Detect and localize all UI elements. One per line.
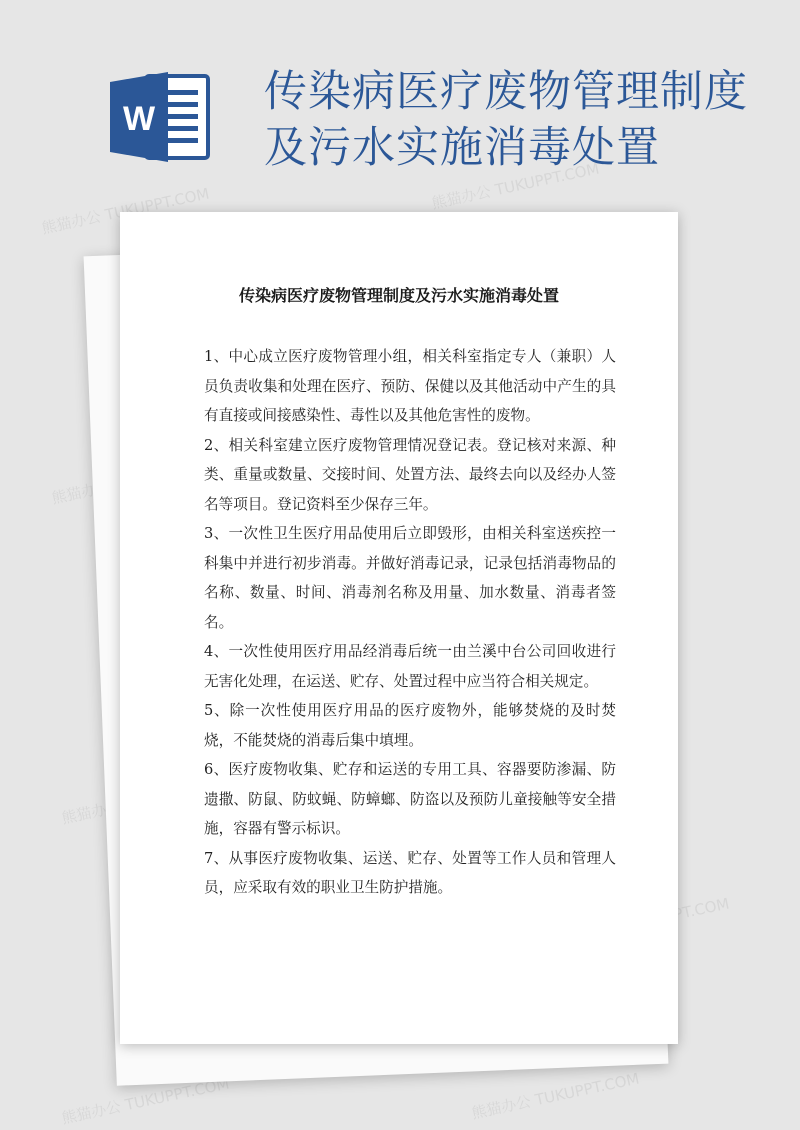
paragraph-2: 2、相关科室建立医疗废物管理情况登记表。登记核对来源、种类、重量或数量、交接时间、处置方法、最终去向以及经办人签名等项目。登记资料至少保存三年。 — [204, 436, 616, 513]
document-page — [120, 212, 678, 1044]
paragraph-6: 6、医疗废物收集、贮存和运送的专用工具、容器要防渗漏、防遗撒、防鼠、防蚊蝇、防蟑螂、防盗以及预防儿童接触等安全措施，容器有警示标识。 — [204, 761, 616, 837]
watermark: 熊猫办公 — [50, 477, 113, 508]
watermark: 熊猫办公 — [60, 797, 123, 828]
paragraph-1: 1、中心成立医疗废物管理小组，相关科室指定专人（兼职）人员负责收集和处理在医疗、预防、保健以及其他活动中产生的具有直接或间接感染性、毒性以及其他危害性的废物。 — [204, 348, 616, 424]
paragraph-3: 3、一次性卫生医疗用品使用后立即毁形，由相关科室送疾控一科集中并进行初步消毒。并做好消毒记录，记录包括消毒物品的名称、数量、时间、消毒剂名称及用量、加水数量、消毒者签名。 — [204, 525, 616, 631]
document-body — [204, 342, 616, 903]
word-document-icon — [108, 72, 216, 162]
paragraph-5: 5、除一次性使用医疗用品的医疗废物外，能够焚烧的及时焚烧，不能焚烧的消毒后集中填埋。 — [204, 702, 616, 749]
document-title: 传染病医疗废物管理制度及污水实施消毒处置 — [238, 286, 559, 305]
paragraph-7: 7、从事医疗废物收集、运送、贮存、处置等工作人员和管理人员，应采取有效的职业卫生防护措施。 — [204, 849, 616, 896]
svg-text:W: W — [122, 100, 156, 138]
paragraph-4: 4、一次性使用医疗用品经消毒后统一由兰溪中台公司回收进行无害化处理，在运送、贮存、处置过程中应当符合相关规定。 — [204, 643, 616, 690]
watermark: 熊猫办公 TUKUPPT.COM — [60, 1074, 231, 1128]
header-title: 传染病医疗废物管理制度及污水实施消毒处置 — [264, 67, 748, 173]
watermark: 熊猫办公 TUKUPPT.COM — [430, 159, 601, 213]
watermark: 熊猫办公 TUKUPPT.COM — [470, 1069, 641, 1123]
watermark: 熊猫办公 TUKUPPT.COM — [40, 184, 211, 238]
